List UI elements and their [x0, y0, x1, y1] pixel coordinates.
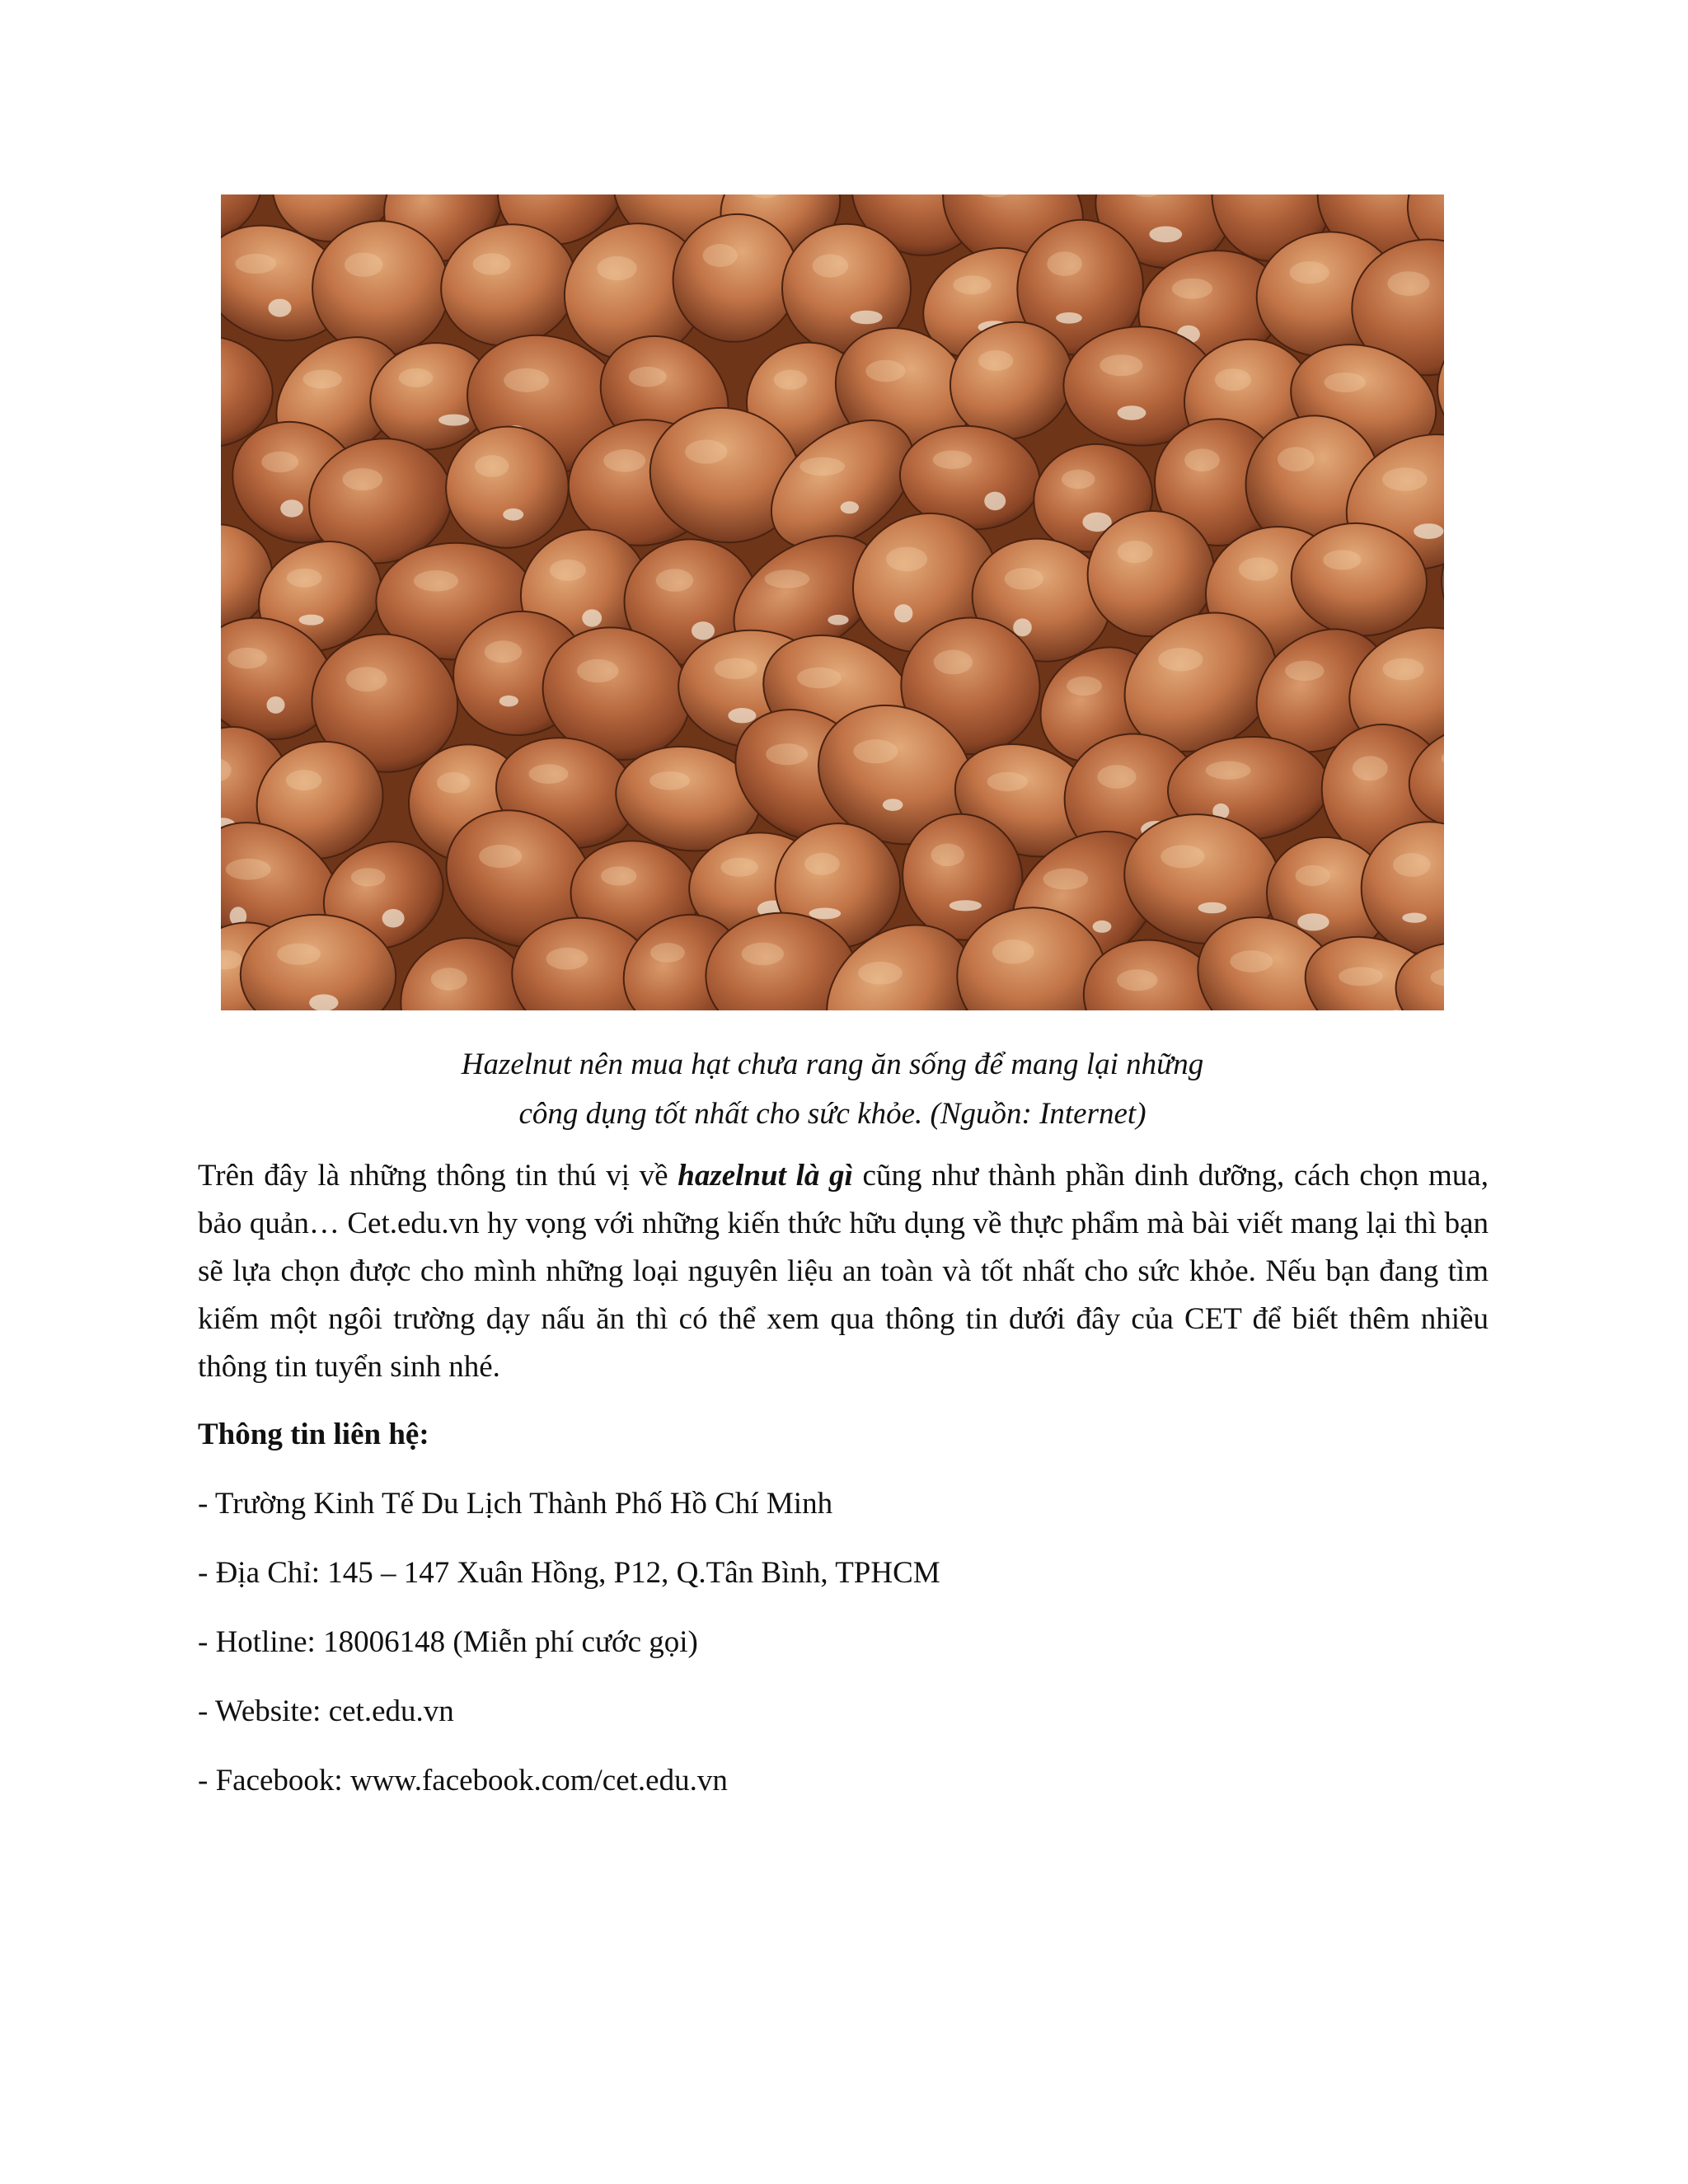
paragraph-text-rest: cũng như thành phần dinh dưỡng, cách chọn mua, bảo quản… Cet.edu.vn hy vọng với những kiến thức hữu dụng về thực phẩm mà bài viết mang lại thì bạn sẽ lựa chọn được cho mình những loại nguyên liệu an toàn và tốt nhất cho sức khỏe. Nếu bạn đang tìm kiếm một ngôi trường dạy nấu ăn thì có thể xem qua thông tin dưới đây của CET để biết thêm nhiều thông tin tuyển sinh nhé. [198, 1159, 1489, 1384]
hazelnut-image [221, 194, 1444, 1010]
contact-address: - Địa Chỉ: 145 – 147 Xuân Hồng, P12, Q.Tân Bình, TPHCM [198, 1556, 940, 1590]
contact-school: - Trường Kinh Tế Du Lịch Thành Phố Hồ Chí Minh [198, 1487, 833, 1521]
image-caption [198, 1040, 1467, 1139]
summary-paragraph [198, 1152, 1489, 1391]
keyword-bold: hazelnut là gì [678, 1159, 853, 1193]
hazelnut-photo [221, 194, 1444, 1010]
paragraph-text-start: Trên đây là những thông tin thú vị về [198, 1159, 678, 1193]
caption-line-2: công dụng tốt nhất cho sức khỏe. (Nguồn: Internet) [518, 1097, 1146, 1131]
caption-line-1: Hazelnut nên mua hạt chưa rang ăn sống để mang lại những [461, 1047, 1204, 1081]
contact-heading: Thông tin liên hệ: [198, 1418, 429, 1451]
contact-website: - Website: cet.edu.vn [198, 1694, 454, 1728]
contact-facebook: - Facebook: www.facebook.com/cet.edu.vn [198, 1764, 728, 1797]
contact-hotline: - Hotline: 18006148 (Miễn phí cước gọi) [198, 1625, 698, 1659]
